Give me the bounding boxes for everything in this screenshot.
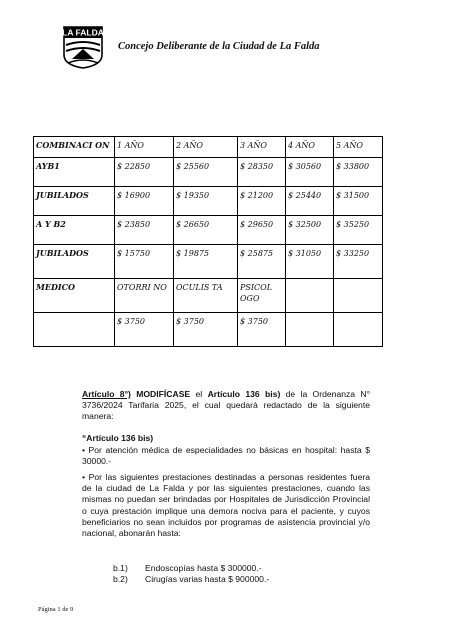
table-cell: $ 32500 — [286, 216, 334, 245]
header-cell: 3 AÑO — [238, 137, 286, 158]
table-cell: OTORRI NO — [115, 279, 174, 313]
quote-title: “Artículo 136 bis) — [82, 433, 154, 443]
item-key: b.2) — [113, 574, 128, 584]
table-row — [34, 216, 383, 245]
item-text: Cirugías varias hasta $ 900000.- — [145, 574, 270, 584]
article-rest: de la Ordenanza N° 3736/2024 Tarifaria 2025, el cual quedará redactado de la siguiente manera: — [82, 389, 371, 422]
table-row — [34, 279, 383, 313]
table-row — [34, 158, 383, 187]
table-cell: $ 25560 — [174, 158, 238, 187]
table-cell — [334, 279, 383, 313]
table-cell: $ 25875 — [238, 245, 286, 279]
table-cell: $ 16900 — [115, 187, 174, 216]
table-row — [34, 313, 383, 347]
fee-table — [33, 136, 383, 347]
row-label: JUBILADOS — [34, 245, 115, 279]
org-title: Concejo Deliberante de la Ciudad de La Falda — [118, 41, 320, 52]
table-cell: $ 26650 — [174, 216, 238, 245]
table-cell: $ 3750 — [115, 313, 174, 347]
row-label: A Y B2 — [34, 216, 115, 245]
table-cell: $ 21200 — [238, 187, 286, 216]
table-cell: $ 3750 — [238, 313, 286, 347]
table-cell — [334, 313, 383, 347]
table-cell: $ 19350 — [174, 187, 238, 216]
table-cell: $ 25440 — [286, 187, 334, 216]
table-cell: PSICOL OGO — [238, 279, 286, 313]
header-cell: COMBINACI ON — [34, 137, 115, 158]
table-cell: $ 31500 — [334, 187, 383, 216]
row-label: AYB1 — [34, 158, 115, 187]
table-cell: $ 35250 — [334, 216, 383, 245]
bullet-2: • Por las siguientes prestaciones destinadas a personas residentes fuera de la ciudad de La Falda y por las siguientes prestaciones, cuando las mismas no puedan ser brindadas por Hospitales de Jurisdicción Provincial o cuya prestación implique una demora nociva para el paciente, y cuyos beneficiarios no sean incluidos por programas de asistencia provincial y/o nacional, abonarán hasta: — [82, 472, 370, 539]
table-row — [34, 245, 383, 279]
table-cell: $ 31050 — [286, 245, 334, 279]
list-item — [113, 574, 269, 584]
table-cell: $ 3750 — [174, 313, 238, 347]
table-cell: OCULIS TA — [174, 279, 238, 313]
article-mid: el — [195, 389, 203, 399]
article-intro — [82, 389, 370, 423]
bullet-1: • Por atención médica de especialidades no básicas en hospital: hasta $ 30000.- — [82, 445, 370, 467]
table-header-row — [34, 137, 383, 158]
list-item — [113, 563, 262, 573]
table-cell: $ 15750 — [115, 245, 174, 279]
table-cell — [286, 313, 334, 347]
table-cell: $ 28350 — [238, 158, 286, 187]
table-cell: $ 22850 — [115, 158, 174, 187]
table-cell: $ 33250 — [334, 245, 383, 279]
table-cell: $ 33800 — [334, 158, 383, 187]
row-label: JUBILADOS — [34, 187, 115, 216]
header-cell: 4 AÑO — [286, 137, 334, 158]
page-number: Página 1 de 9 — [38, 606, 74, 613]
header-cell: 5 AÑO — [334, 137, 383, 158]
article-ref: Artículo 136 bis) — [207, 389, 281, 399]
table-row — [34, 187, 383, 216]
row-label: MEDICO — [34, 279, 115, 313]
article-verb: MODIFÍCASE — [136, 389, 191, 399]
table-cell: $ 29650 — [238, 216, 286, 245]
logo-text: LA FALDA — [62, 27, 104, 38]
row-label — [34, 313, 115, 347]
header-cell: 2 AÑO — [174, 137, 238, 158]
table-cell: $ 23850 — [115, 216, 174, 245]
table-cell — [286, 279, 334, 313]
la-falda-logo — [62, 25, 104, 69]
item-text: Endoscopías hasta $ 300000.- — [145, 563, 262, 573]
table-cell: $ 30560 — [286, 158, 334, 187]
item-key: b.1) — [113, 563, 128, 573]
article-label: Artículo 8°) — [82, 389, 131, 399]
table-cell: $ 19875 — [174, 245, 238, 279]
header-cell: 1 AÑO — [115, 137, 174, 158]
